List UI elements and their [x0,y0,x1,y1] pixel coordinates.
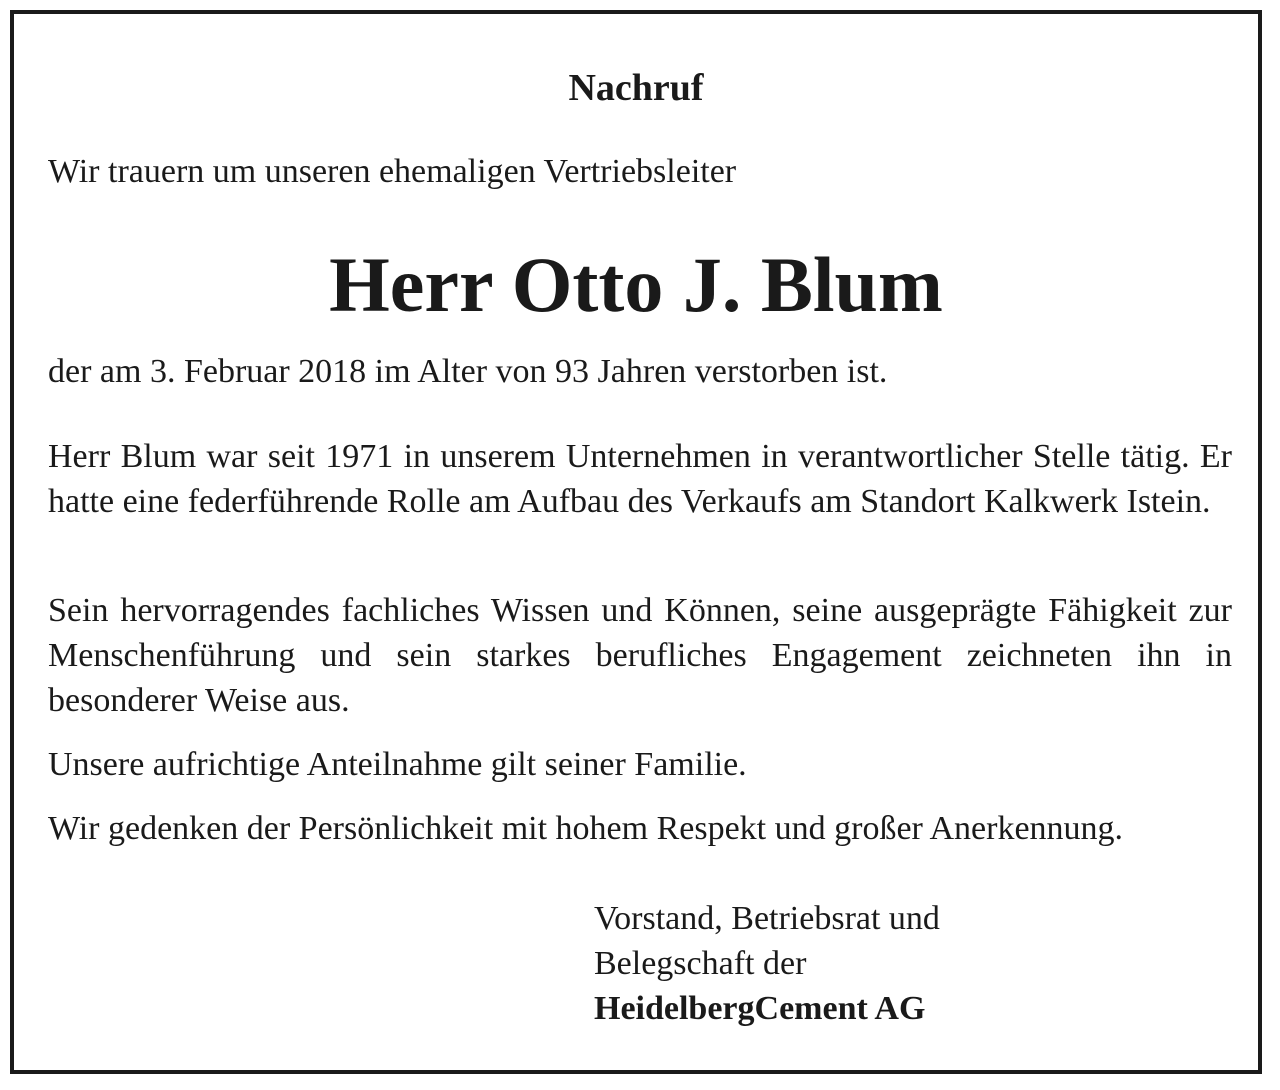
signature-block [594,896,940,1031]
paragraph-condolence: Unsere aufrichtige Anteilnahme gilt seiner Familie. [48,746,747,783]
obituary-frame [10,10,1262,1074]
obituary-notice [14,14,1258,1070]
paragraph-merits: Sein hervorragendes fachliches Wissen und Können, seine ausgeprägte Fähigkeit zur Menschenführung und sein starkes berufliches Engagement zeichneten ihn in besonderer Weise aus. [48,592,1232,719]
death-date-line: der am 3. Februar 2018 im Alter von 93 Jahren verstorben ist. [48,353,888,390]
paragraph-career: Herr Blum war seit 1971 in unserem Unternehmen in verantwortlicher Stelle tätig. Er hatte eine federführende Rolle am Aufbau des Verkaufs am Standort Kalkwerk Istein. [48,438,1232,520]
intro-line: Wir trauern um unseren ehemaligen Vertriebsleiter [48,153,737,190]
company-name: HeidelbergCement AG [594,990,926,1027]
paragraph-remembrance: Wir gedenken der Persönlichkeit mit hohem Respekt und großer Anerkennung. [48,810,1124,847]
signature-line: Vorstand, Betriebsrat und [594,900,940,937]
notice-title: Nachruf [568,67,704,109]
deceased-name: Herr Otto J. Blum [329,241,943,328]
signature-line: Belegschaft der [594,945,807,982]
